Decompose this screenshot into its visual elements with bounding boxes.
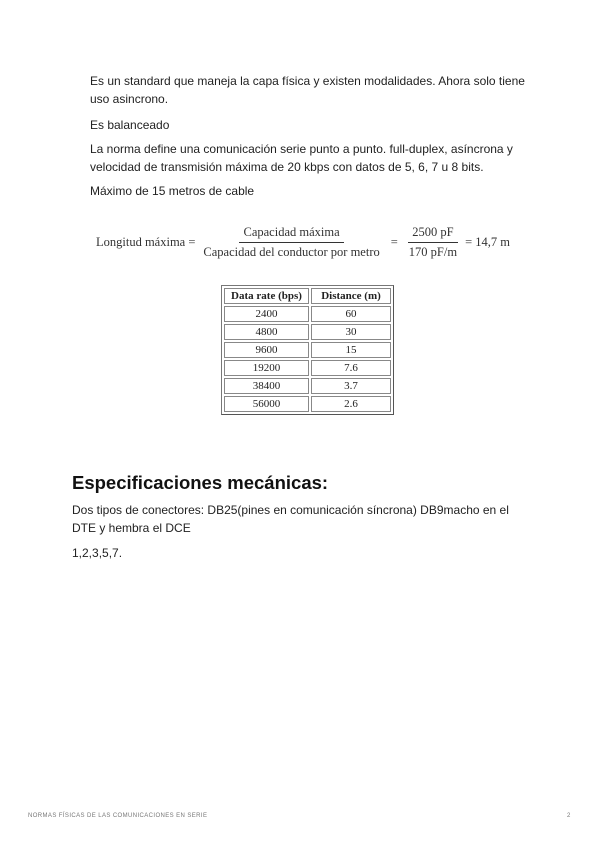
formula-result: = 14,7 m bbox=[465, 234, 510, 249]
formula-fraction-1-numerator: Capacidad máxima bbox=[239, 225, 343, 243]
section-heading-mechanical-specs: Especificaciones mecánicas: bbox=[72, 472, 329, 493]
cell-data-rate: 56000 bbox=[224, 396, 309, 412]
cell-data-rate: 19200 bbox=[224, 360, 309, 376]
table-row bbox=[224, 324, 391, 340]
formula-fraction-1 bbox=[199, 225, 383, 260]
cell-distance: 2.6 bbox=[311, 396, 391, 412]
paragraph-connector-types: Dos tipos de conectores: DB25(pines en comunicación síncrona) DB9macho en el DTE y hembra el DCE bbox=[72, 503, 509, 535]
footer-document-title: NORMAS FÍSICAS DE LAS COMUNICACIONES EN SERIE bbox=[28, 813, 208, 819]
formula-fraction-2-denominator: 170 pF/m bbox=[408, 244, 458, 259]
formula-equals: = bbox=[390, 234, 398, 249]
column-header-distance: Distance (m) bbox=[311, 288, 391, 304]
table-row bbox=[224, 378, 391, 394]
paragraph-pin-list: 1,2,3,5,7. bbox=[72, 546, 123, 560]
footer-page-number: 2 bbox=[567, 813, 571, 819]
formula-lhs: Longitud máxima = bbox=[96, 234, 196, 249]
table-row bbox=[224, 360, 391, 376]
paragraph-standard-description: Es un standard que maneja la capa física y existen modalidades. Ahora solo tiene uso asincrono. bbox=[90, 74, 525, 106]
cell-distance: 7.6 bbox=[311, 360, 391, 376]
cell-distance: 15 bbox=[311, 342, 391, 358]
paragraph-norm-definition: La norma define una comunicación serie punto a punto. full-duplex, asíncrona y velocidad de transmisión máxima de 20 kbps con datos de 5, 6, 7 u 8 bits. bbox=[90, 142, 513, 174]
cell-distance: 60 bbox=[311, 306, 391, 322]
table-row bbox=[224, 396, 391, 412]
cell-distance: 3.7 bbox=[311, 378, 391, 394]
cell-data-rate: 2400 bbox=[224, 306, 309, 322]
table-row bbox=[224, 342, 391, 358]
data-rate-distance-table bbox=[221, 285, 394, 415]
formula-fraction-2 bbox=[405, 225, 461, 260]
paragraph-max-cable-length: Máximo de 15 metros de cable bbox=[90, 184, 255, 198]
cell-data-rate: 4800 bbox=[224, 324, 309, 340]
table-header-row bbox=[224, 288, 391, 304]
max-length-formula bbox=[96, 222, 510, 262]
column-header-data-rate: Data rate (bps) bbox=[224, 288, 309, 304]
cell-data-rate: 38400 bbox=[224, 378, 309, 394]
cell-data-rate: 9600 bbox=[224, 342, 309, 358]
paragraph-balanced: Es balanceado bbox=[90, 118, 170, 132]
formula-fraction-1-denominator: Capacidad del conductor por metro bbox=[203, 244, 380, 259]
formula-fraction-2-numerator: 2500 pF bbox=[408, 225, 457, 243]
cell-distance: 30 bbox=[311, 324, 391, 340]
table-row bbox=[224, 306, 391, 322]
